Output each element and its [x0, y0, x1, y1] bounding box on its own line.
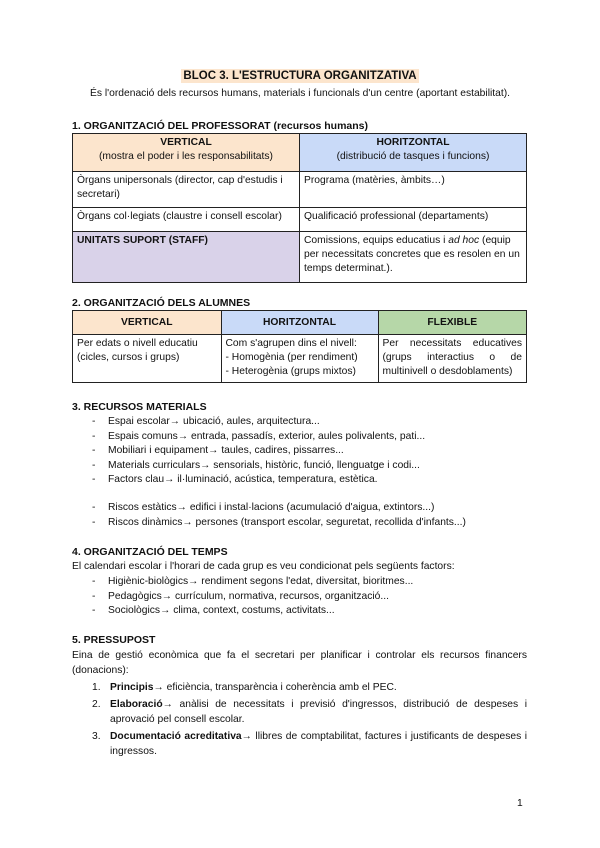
- intro-text: És l'ordenació dels recursos humans, materials i funcionals d'un centre (aportant estabilitat).: [89, 88, 511, 99]
- section-2-heading: 2. ORGANITZACIÓ DELS ALUMNES: [72, 297, 251, 309]
- table-cell: Per edats o nivell educatiu (cicles, cursos i grups): [73, 335, 222, 383]
- professorat-table: [72, 133, 527, 283]
- table-cell: [221, 335, 378, 383]
- header-horitzontal: [300, 134, 527, 172]
- item-term: Principis: [110, 682, 154, 693]
- list-item: - Materials curriculars→ sensorials, històric, funció, llenguatge i codi...: [92, 459, 425, 474]
- section-3-heading: 3. RECURSOS MATERIALS: [72, 401, 207, 413]
- italic-text: ad hoc: [448, 235, 480, 246]
- materials-list: [92, 415, 425, 488]
- header-horitzontal: HORITZONTAL: [221, 311, 378, 335]
- item-text: → eficiència, transparència i coherència amb el PEC.: [153, 682, 397, 693]
- list-item: - Mobiliari i equipament→ taules, cadires, pissarres...: [92, 444, 425, 459]
- list-item: [92, 680, 527, 695]
- item-term: Elaboració: [110, 699, 163, 710]
- line: - Homogènia (per rendiment): [225, 352, 358, 363]
- list-item: - Sociològics→ clima, context, costums, activitats...: [92, 604, 413, 619]
- header-vertical: VERTICAL: [73, 311, 222, 335]
- col-subtitle: (distribució de tasques i funcions): [336, 151, 490, 162]
- list-item: - Factors clau→ il·luminació, acústica, temperatura, estètica.: [92, 473, 425, 488]
- item-text: → llibres de comptabilitat, factures i justificants de despeses i ingressos.: [110, 731, 527, 757]
- item-number: 2.: [92, 699, 101, 710]
- table-cell: Qualificació professional (departaments): [300, 208, 527, 232]
- page-number: 1: [517, 798, 523, 809]
- alumnes-table: [72, 310, 527, 383]
- title-text: BLOC 3. L'ESTRUCTURA ORGANITZATIVA: [183, 70, 417, 82]
- section-4-heading: 4. ORGANITZACIÓ DEL TEMPS: [72, 546, 228, 558]
- pressupost-list: [92, 680, 527, 761]
- list-item: - Riscos estàtics→ edifici i instal·lacions (acumulació d'aigua, extintors...): [92, 501, 466, 516]
- header-vertical: [73, 134, 300, 172]
- list-item: - Pedagògics→ currículum, normativa, recursos, organització...: [92, 590, 413, 605]
- line: Com s'agrupen dins el nivell:: [225, 338, 357, 349]
- staff-cell: UNITATS SUPORT (STAFF): [73, 232, 300, 283]
- col-subtitle: (mostra el poder i les responsabilitats): [99, 151, 273, 162]
- header-flexible: FLEXIBLE: [378, 311, 527, 335]
- line: - Heterogènia (grups mixtos): [225, 366, 356, 377]
- item-number: 3.: [92, 731, 101, 742]
- item-term: Documentació acreditativa: [110, 731, 242, 742]
- heading-suffix: (recursos humans): [273, 120, 368, 132]
- list-item: [92, 729, 527, 759]
- list-item: [92, 697, 527, 727]
- table-cell: Per necessitats educatives (grups interactius o de multinivell o desdoblaments): [378, 335, 527, 383]
- text: Comissions, equips educatius i: [304, 235, 449, 246]
- list-item: - Espai escolar→ ubicació, aules, arquitectura...: [92, 415, 425, 430]
- staff-desc-cell: [300, 232, 527, 283]
- col-title: HORITZONTAL: [376, 137, 450, 148]
- item-number: 1.: [92, 682, 101, 693]
- section-4-text: El calendari escolar i l'horari de cada grup es veu condicionat pels següents factors:: [72, 561, 455, 572]
- col-title: VERTICAL: [160, 137, 212, 148]
- list-item: - Riscos dinàmics→ persones (transport escolar, seguretat, recollida d'infants...): [92, 516, 466, 531]
- temps-list: [92, 575, 413, 619]
- item-text: → anàlisi de necessitats i previsió d'ingressos, distribució de despeses i aprovació pel consell escolar.: [110, 699, 527, 725]
- list-item: - Espais comuns→ entrada, passadís, exterior, aules polivalents, pati...: [92, 430, 425, 445]
- document-title: [0, 69, 600, 83]
- section-1-heading: [72, 119, 368, 133]
- table-cell: Òrgans unipersonals (director, cap d'estudis i secretari): [73, 172, 300, 208]
- section-5-heading: 5. PRESSUPOST: [72, 634, 156, 646]
- section-5-text: Eina de gestió econòmica que fa el secretari per planificar i controlar els recursos financers (donacions):: [72, 650, 527, 676]
- table-cell: Programa (matèries, àmbits…): [300, 172, 527, 208]
- text: (equip per necessitats concretes que es resolen en un temps determinat.).: [304, 235, 520, 274]
- risks-list: [92, 501, 466, 530]
- heading-text: 1. ORGANITZACIÓ DEL PROFESSORAT: [72, 120, 271, 132]
- table-cell: Òrgans col·legiats (claustre i consell escolar): [73, 208, 300, 232]
- list-item: - Higiènic-biològics→ rendiment segons l'edat, diversitat, bioritmes...: [92, 575, 413, 590]
